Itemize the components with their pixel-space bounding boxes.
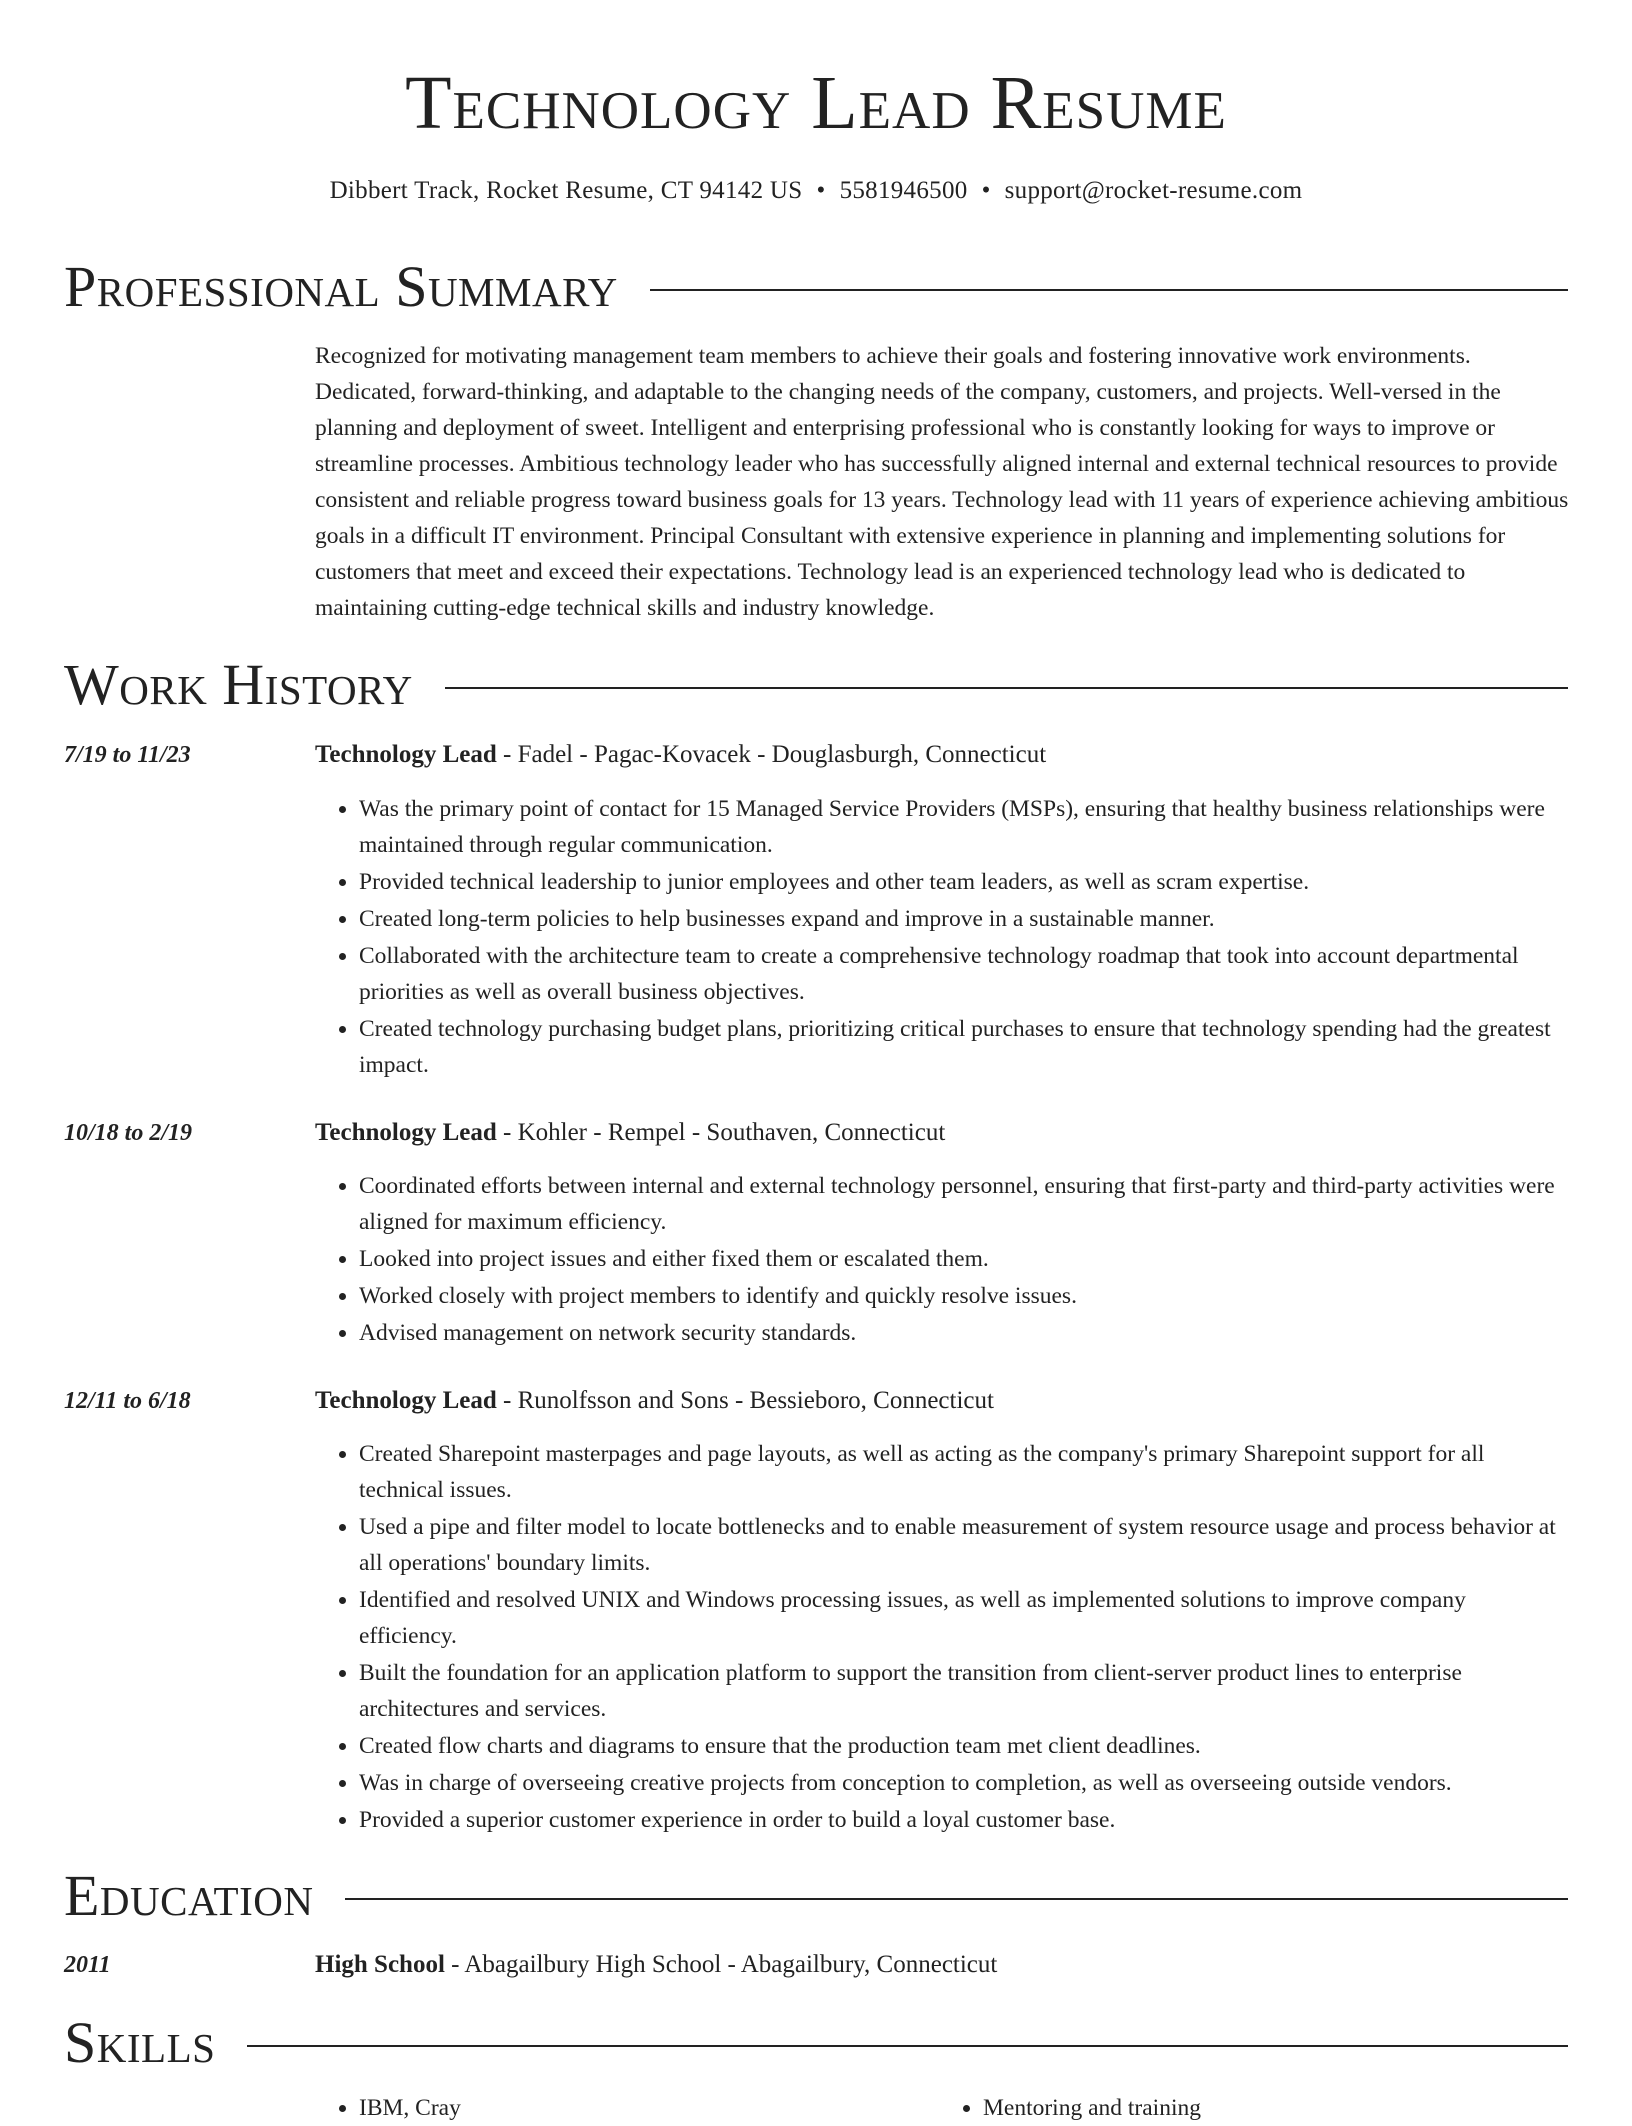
education-details: - Abagailbury High School - Abagailbury, Connecticut: [444, 1951, 998, 1978]
skills-section-header: [64, 2009, 1568, 2077]
job-heading: [315, 737, 1046, 773]
job-bullet: • Built the foundation for an application platform to support the transition from client-server product lines to enterprise architectures and services.: [359, 1655, 1568, 1727]
skills-column-left: [315, 2090, 939, 2126]
section-divider: [345, 1898, 1568, 1900]
work-section-header: [64, 651, 1568, 719]
contact-line: [0, 175, 1632, 207]
job-bullet: • Was the primary point of contact for 15 Managed Service Providers (MSPs), ensuring that healthy business relationships were maintained through regular communication.: [359, 791, 1568, 863]
resume-title: Technology Lead Resume: [405, 61, 1227, 145]
skills-list: [315, 2090, 1575, 2126]
section-divider: [650, 289, 1568, 291]
section-divider: [445, 687, 1568, 689]
job-bullet: • Created Sharepoint masterpages and page layouts, as well as acting as the company's primary Sharepoint support for all technical issues.: [359, 1436, 1568, 1508]
job-bullet: • Created technology purchasing budget plans, prioritizing critical purchases to ensure that technology spending had the greatest impact.: [359, 1011, 1568, 1083]
skills-heading: Skills: [64, 2010, 216, 2075]
contact-email: support@rocket-resume.com: [1004, 177, 1303, 204]
summary-heading: Professional Summary: [64, 254, 618, 319]
job-dates: 10/18 to 2/19: [64, 1120, 193, 1146]
job-bullet: • Was in charge of overseeing creative projects from conception to completion, as well as overseeing outside vendors.: [359, 1765, 1568, 1801]
job-heading: [315, 1115, 945, 1151]
job-details: - Fadel - Pagac-Kovacek - Douglasburgh, Connecticut: [496, 741, 1047, 768]
job-bullet: • Created flow charts and diagrams to ensure that the production team met client deadlines.: [359, 1728, 1568, 1764]
job-bullet: • Advised management on network security standards.: [359, 1315, 1568, 1351]
job-bullet: • Looked into project issues and either fixed them or escalated them.: [359, 1241, 1568, 1277]
job-bullet: • Coordinated efforts between internal and external technology personnel, ensuring that first-party and third-party activities were aligned for maximum efficiency.: [359, 1168, 1568, 1240]
summary-text: Recognized for motivating management team members to achieve their goals and fostering innovative work environments. Dedicated, forward-thinking, and adaptable to the changing needs of the company, customers, and projects. Well-versed in the planning and deployment of sweet. Intelligent and enterprising professional who is constantly looking for ways to improve or streamline processes. Ambitious technology leader who has successfully aligned internal and external technical resources to provide consistent and reliable progress toward business goals for 13 years. Technology lead with 11 years of experience achieving ambitious goals in a difficult IT environment. Principal Consultant with extensive experience in planning and implementing solutions for customers that meet and exceed their expectations. Technology lead is an experienced technology lead who is dedicated to maintaining cutting-edge technical skills and industry knowledge.: [315, 343, 1569, 621]
job-title: Technology Lead: [315, 741, 497, 768]
job-bullet: • Provided a superior customer experience in order to build a loyal customer base.: [359, 1802, 1568, 1838]
job-dates: 7/19 to 11/23: [64, 742, 191, 768]
skill-item: • IBM, Cray: [359, 2090, 939, 2126]
skill-item: • Mentoring and training: [983, 2090, 1563, 2126]
skills-column-right: [939, 2090, 1563, 2126]
section-divider: [247, 2045, 1568, 2047]
job-bullets: [315, 1168, 1568, 1352]
contact-separator: •: [816, 177, 826, 204]
education-degree: High School: [315, 1951, 445, 1978]
job-title: Technology Lead: [315, 1387, 497, 1414]
contact-address: Dibbert Track, Rocket Resume, CT 94142 US: [329, 177, 803, 204]
job-bullet: • Provided technical leadership to junior employees and other team leaders, as well as scram expertise.: [359, 864, 1568, 900]
job-details: - Kohler - Rempel - Southaven, Connecticut: [496, 1119, 946, 1146]
education-heading: Education: [64, 1863, 314, 1928]
education-date: 2011: [64, 1952, 111, 1978]
education-section-header: [64, 1862, 1568, 1930]
summary-section-header: [64, 253, 1568, 321]
job-bullet: • Worked closely with project members to identify and quickly resolve issues.: [359, 1278, 1568, 1314]
job-title: Technology Lead: [315, 1119, 497, 1146]
job-bullet: • Collaborated with the architecture team to create a comprehensive technology roadmap that took into account departmental priorities as well as overall business objectives.: [359, 938, 1568, 1010]
work-heading: Work History: [64, 652, 413, 717]
education-heading-line: [315, 1947, 997, 1983]
contact-phone: 5581946500: [839, 177, 968, 204]
job-dates: 12/11 to 6/18: [64, 1388, 191, 1414]
job-bullets: [315, 1436, 1568, 1839]
job-bullet: • Created long-term policies to help businesses expand and improve in a sustainable manner.: [359, 901, 1568, 937]
contact-separator: •: [981, 177, 991, 204]
job-bullets: [315, 791, 1568, 1084]
job-heading: [315, 1383, 994, 1419]
job-details: - Runolfsson and Sons - Bessieboro, Connecticut: [496, 1387, 994, 1414]
job-bullet: • Used a pipe and filter model to locate bottlenecks and to enable measurement of system resource usage and process behavior at all operations' boundary limits.: [359, 1509, 1568, 1581]
job-bullet: • Identified and resolved UNIX and Windows processing issues, as well as implemented solutions to improve company efficiency.: [359, 1582, 1568, 1654]
